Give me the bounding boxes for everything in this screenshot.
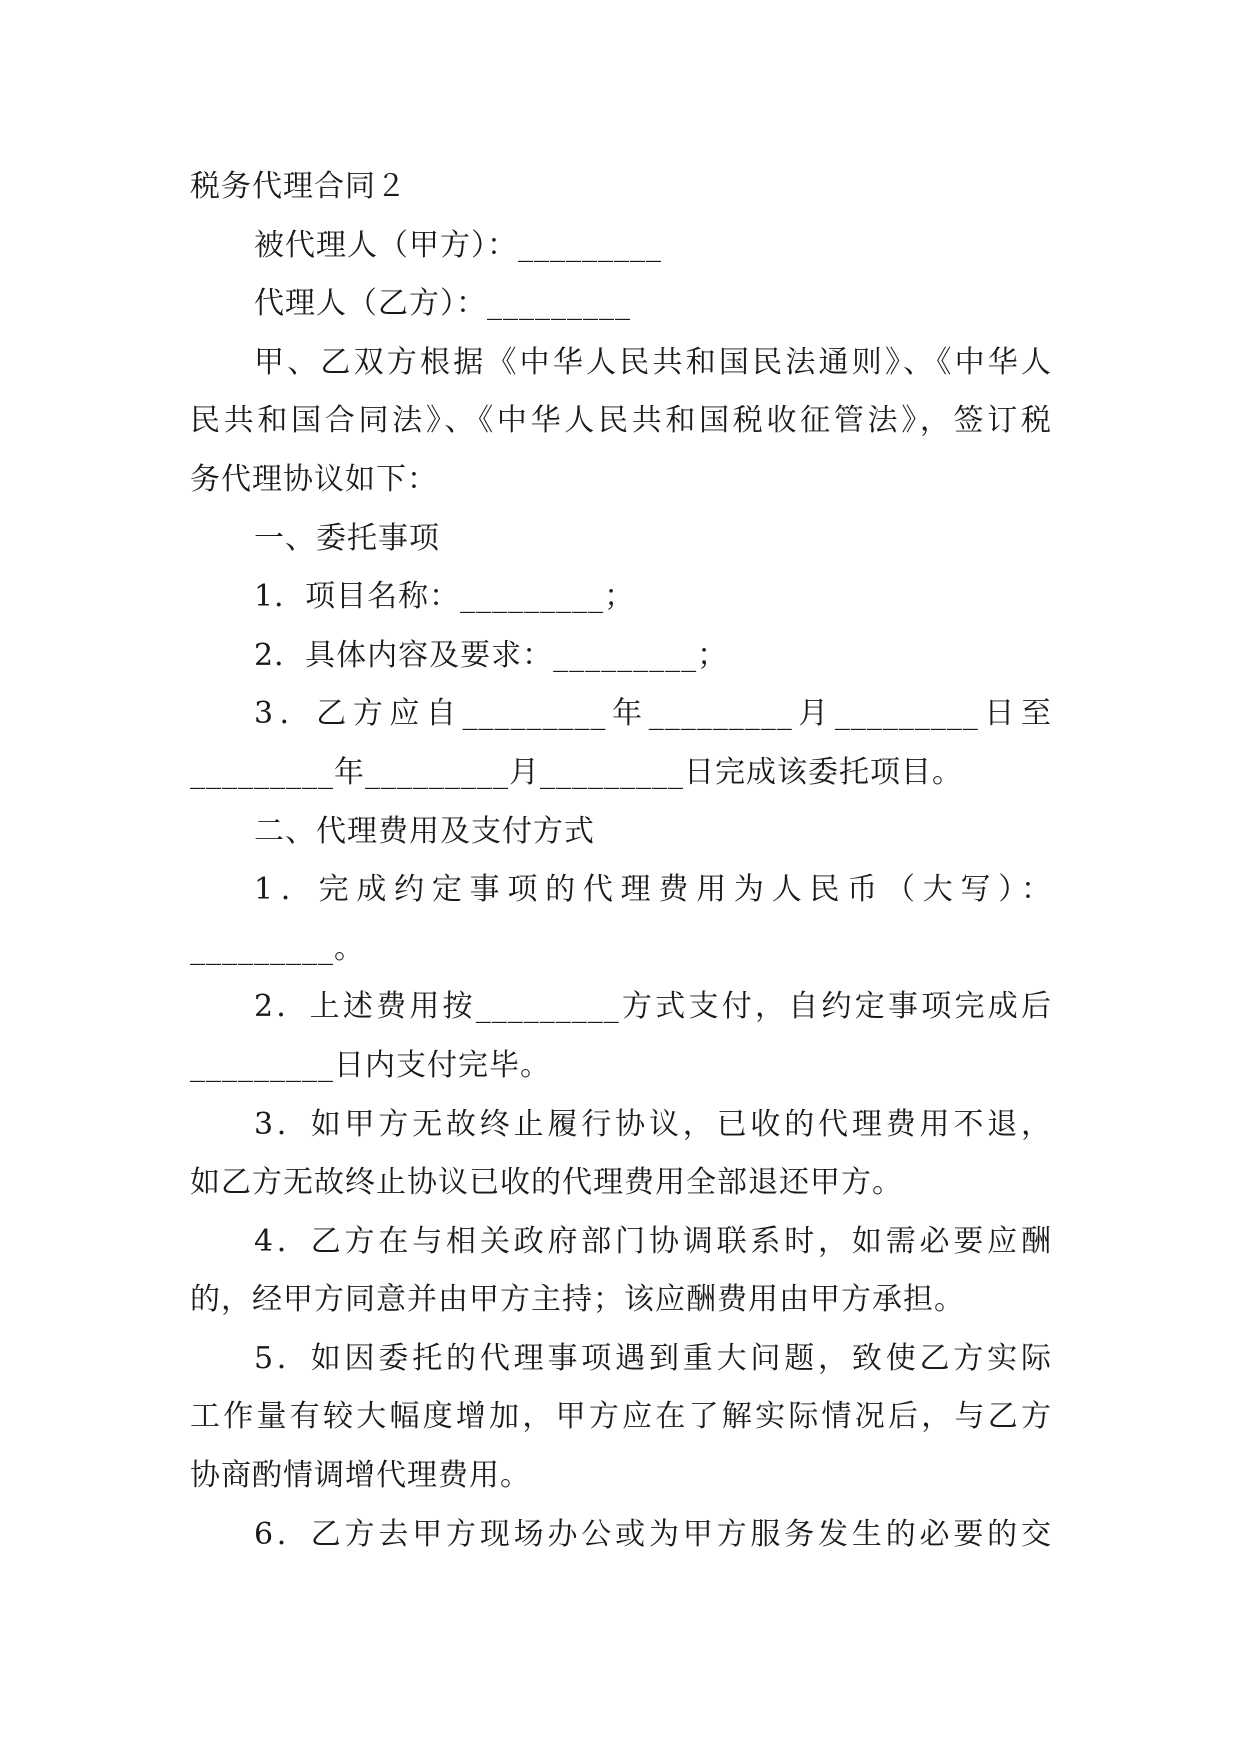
preamble-line-3: 务代理协议如下： [190,461,438,497]
preamble-line-1: 甲、乙双方根据《中华人民共和国民法通则》、《中华人 [254,344,1052,380]
section-heading-1: 一、委托事项 [254,520,440,556]
clause-2-1-line-1: 1．完成约定事项的代理费用为人民币（大写）： [254,872,1052,908]
document-title: 税务代理合同２ [190,169,407,204]
clause-2-4-line-2: 的，经甲方同意并由甲方主持；该应酬费用由甲方承担。 [190,1282,965,1318]
clause-1-3-line-1: 3．乙方应自_________年_________月_________日至 [254,696,1052,732]
clause-1-2: 2．具体内容及要求：_________； [254,637,729,673]
clause-2-2-line-1: 2．上述费用按_________方式支付，自约定事项完成后 [254,989,1052,1025]
party-a-line: 被代理人（甲方）：_________ [254,227,662,263]
clause-2-1-line-2: _________。 [190,930,365,966]
clause-2-5-line-2: 工作量有较大幅度增加，甲方应在了解实际情况后，与乙方 [190,1399,1052,1435]
clause-2-5-line-3: 协商酌情调增代理费用。 [190,1458,531,1494]
clause-2-2-line-2: _________日内支付完毕。 [190,1047,551,1083]
clause-2-6-line-1: 6．乙方去甲方现场办公或为甲方服务发生的必要的交 [254,1516,1052,1552]
clause-1-3-line-2: _________年_________月_________日完成该委托项目。 [190,754,963,790]
party-b-line: 代理人（乙方）：_________ [254,286,631,322]
clause-2-3-line-1: 3．如甲方无故终止履行协议，已收的代理费用不退， [254,1106,1052,1142]
clause-1-1: 1．项目名称：_________； [254,579,636,615]
clause-2-5-line-1: 5．如因委托的代理事项遇到重大问题，致使乙方实际 [254,1340,1052,1376]
clause-2-3-line-2: 如乙方无故终止协议已收的代理费用全部退还甲方。 [190,1165,903,1201]
clause-2-4-line-1: 4．乙方在与相关政府部门协调联系时，如需必要应酬 [254,1223,1052,1259]
preamble-line-2: 民共和国合同法》、《中华人民共和国税收征管法》，签订税 [190,403,1052,439]
section-heading-2: 二、代理费用及支付方式 [254,813,595,849]
contract-body [190,158,1052,1564]
